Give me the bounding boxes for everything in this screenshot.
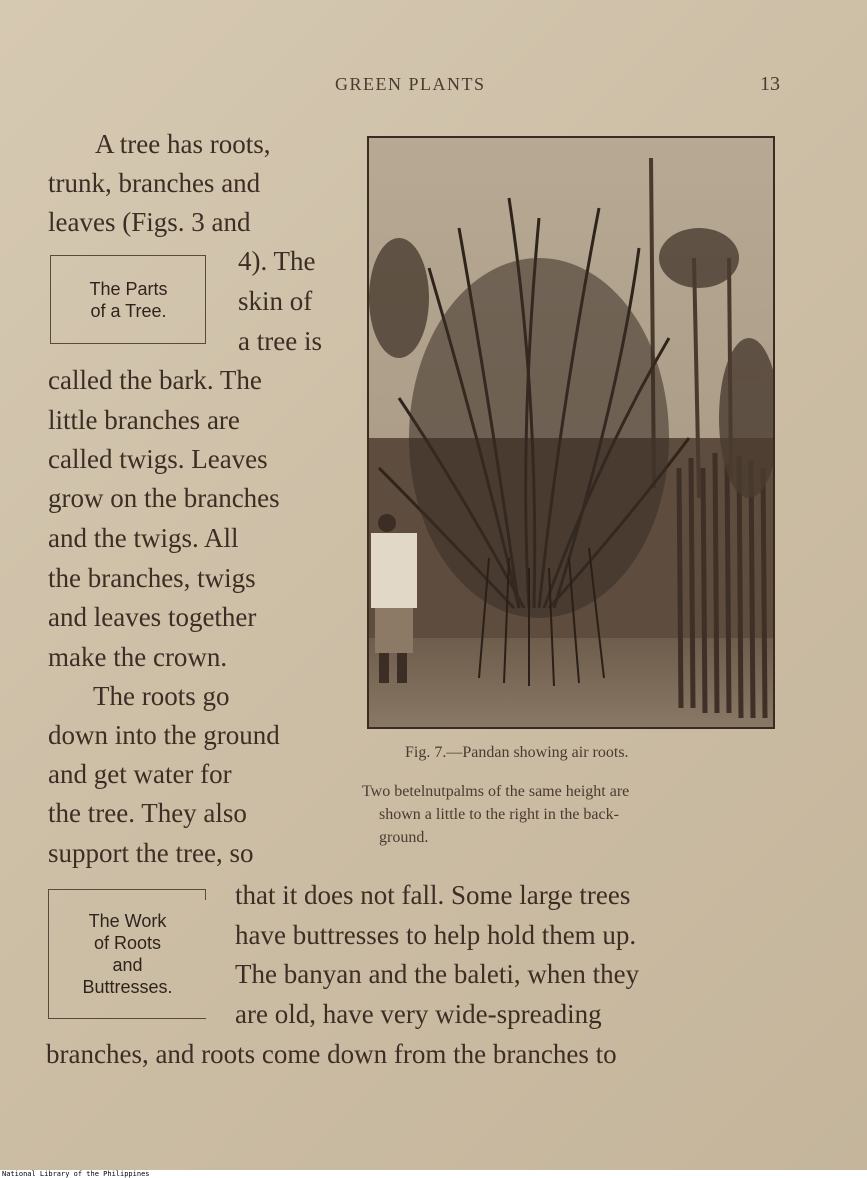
text-line: leaves (Figs. 3 and	[48, 207, 251, 237]
page-number: 13	[760, 73, 780, 95]
caption-line: ground.	[379, 829, 429, 846]
sidenote-line: of a Tree.	[90, 301, 167, 321]
library-credit: National Library of the Philippines	[2, 1170, 150, 1178]
sidenote-border	[205, 890, 206, 900]
text-line: that it does not fall. Some large trees	[235, 880, 631, 910]
text-line: branches, and roots come down from the branches to	[46, 1039, 617, 1069]
running-header: GREEN PLANTS	[335, 74, 486, 94]
text-line: and the twigs. All	[48, 523, 239, 553]
pandan-photo-illustration	[369, 138, 773, 727]
figure-caption-title: Fig. 7.—Pandan showing air roots.	[405, 744, 629, 761]
text-line: grow on the branches	[48, 483, 280, 513]
sidenote-line: of Roots	[93, 933, 162, 953]
text-line: a tree is	[238, 326, 322, 356]
text-line: support the tree, so	[48, 838, 254, 868]
text-line: make the crown.	[48, 642, 228, 672]
text-line: the branches, twigs	[48, 563, 256, 593]
footer-bar	[0, 1170, 867, 1178]
text-line: the tree. They also	[48, 798, 247, 828]
sidenote-work-of-roots	[48, 889, 206, 1019]
text-line: The banyan and the baleti, when they	[235, 959, 640, 989]
text-line: down into the ground	[48, 720, 280, 750]
text-line: have buttresses to help hold them up.	[235, 920, 637, 950]
caption-line: Two betelnutpalms of the same height are	[362, 783, 630, 800]
sidenote-line: The Work	[88, 911, 167, 931]
text-line: 4). The	[238, 246, 316, 276]
text-line: skin of	[238, 286, 313, 316]
text-line: The roots go	[93, 681, 230, 711]
text-line: called twigs. Leaves	[48, 444, 268, 474]
text-line: called the bark. The	[48, 365, 262, 395]
text-line: and leaves together	[48, 602, 257, 632]
text-line: trunk, branches and	[48, 168, 261, 198]
pandan-photograph	[367, 136, 775, 729]
text-line: are old, have very wide-spreading	[235, 999, 602, 1029]
sidenote-line: Buttresses.	[82, 977, 173, 997]
text-line: little branches are	[48, 405, 240, 435]
sidenote-parts-of-tree	[50, 255, 206, 344]
sidenote-line: and	[112, 955, 143, 975]
sidenote-line: The Parts	[89, 279, 168, 299]
text-line: A tree has roots,	[95, 129, 271, 159]
text-line: and get water for	[48, 759, 232, 789]
caption-line: shown a little to the right in the back-	[379, 806, 619, 823]
